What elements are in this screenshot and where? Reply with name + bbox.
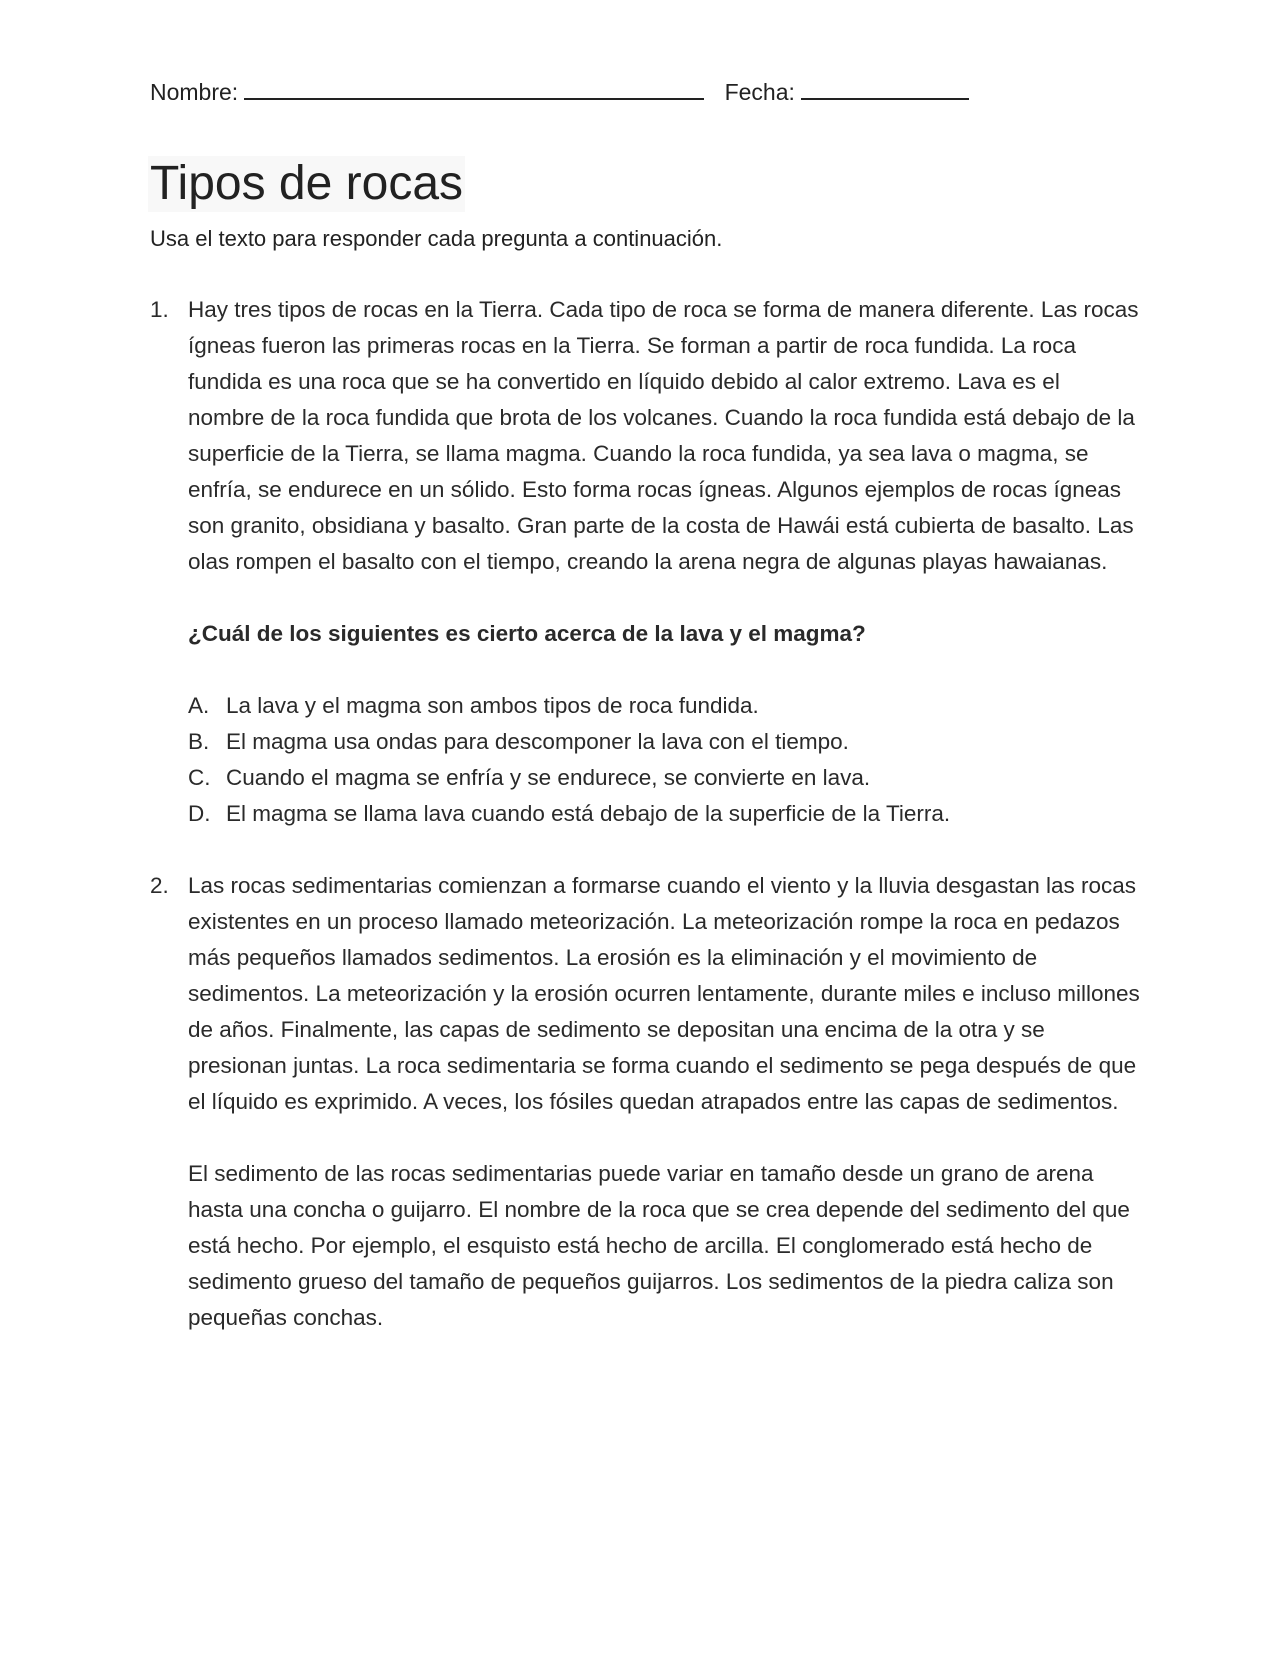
question-number: 1. xyxy=(150,297,169,322)
option-text: El magma usa ondas para descomponer la lava con el tiempo. xyxy=(226,729,849,754)
option-text: El magma se llama lava cuando está debajo de la superficie de la Tierra. xyxy=(226,801,951,826)
answer-options xyxy=(188,688,1140,832)
option-letter: B. xyxy=(188,729,210,754)
question-2 xyxy=(150,868,1140,1336)
answer-option-b xyxy=(188,724,1140,760)
page-title: Tipos de rocas xyxy=(150,157,464,210)
option-letter: A. xyxy=(188,693,210,718)
date-blank-line xyxy=(801,70,969,100)
option-text: La lava y el magma son ambos tipos de roca fundida. xyxy=(226,693,759,718)
name-blank-line xyxy=(244,70,704,100)
question-passage: El sedimento de las rocas sedimentarias puede variar en tamaño desde un grano de arena hasta una concha o guijarro. El nombre de la roca que se crea depende del sedimento del que está hecho. Por ejemplo, el esquisto está hecho de arcilla. El conglomerado está hecho de sedimento grueso del tamaño de pequeños guijarros. Los sedimentos de la piedra caliza son pequeñas conchas. xyxy=(188,1161,1130,1330)
question-number: 2. xyxy=(150,873,169,898)
date-label: Fecha: xyxy=(724,79,795,105)
answer-option-d xyxy=(188,796,1140,832)
question-passage: Hay tres tipos de rocas en la Tierra. Cada tipo de roca se forma de manera diferente. Las rocas ígneas fueron las primeras rocas en la Tierra. Se forman a partir de roca fundida. La roca fundida es una roca que se ha convertido en líquido debido al calor extremo. Lava es el nombre de la roca fundida que brota de los volcanes. Cuando la roca fundida está debajo de la superficie de la Tierra, se llama magma. Cuando la roca fundida, ya sea lava o magma, se enfría, se endurece en un sólido. Esto forma rocas ígneas. Algunos ejemplos de rocas ígneas son granito, obsidiana y basalto. Gran parte de la costa de Hawái está cubierta de basalto. Las olas rompen el basalto con el tiempo, creando la arena negra de algunas playas hawaianas. xyxy=(188,297,1139,574)
worksheet-page xyxy=(150,70,1140,1336)
instructions-text: Usa el texto para responder cada pregunta a continuación. xyxy=(150,226,723,251)
option-letter: C. xyxy=(188,765,211,790)
question-1 xyxy=(150,292,1140,832)
answer-option-c xyxy=(188,760,1140,796)
worksheet-header xyxy=(150,70,1140,110)
option-letter: D. xyxy=(188,801,211,826)
name-label: Nombre: xyxy=(150,79,239,105)
answer-option-a xyxy=(188,688,1140,724)
option-text: Cuando el magma se enfría y se endurece, se convierte en lava. xyxy=(226,765,871,790)
question-passage: Las rocas sedimentarias comienzan a formarse cuando el viento y la lluvia desgastan las rocas existentes en un proceso llamado meteorización. La meteorización rompe la roca en pedazos más pequeños llamados sedimentos. La erosión es la eliminación y el movimiento de sedimentos. La meteorización y la erosión ocurren lentamente, durante miles e incluso millones de años. Finalmente, las capas de sedimento se depositan una encima de la otra y se presionan juntas. La roca sedimentaria se forma cuando el sedimento se pega después de que el líquido es exprimido. A veces, los fósiles quedan atrapados entre las capas de sedimentos. xyxy=(188,873,1140,1114)
question-prompt: ¿Cuál de los siguientes es cierto acerca de la lava y el magma? xyxy=(188,621,866,646)
